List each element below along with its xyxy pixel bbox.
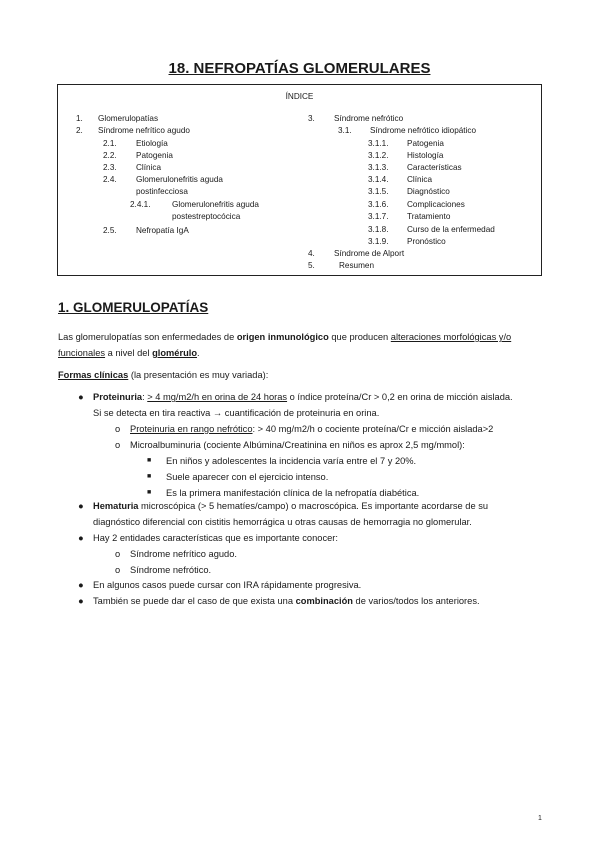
toc-entry-label: Síndrome nefrítico agudo bbox=[98, 126, 190, 135]
toc-entry-label: Características bbox=[407, 163, 462, 172]
toc-entry-label: Nefropatía IgA bbox=[136, 226, 189, 235]
toc-entry-label: Síndrome nefrótico bbox=[334, 114, 404, 123]
toc-entry-label: Curso de la enfermedad bbox=[407, 225, 495, 234]
circle-bullet-icon: o bbox=[115, 549, 121, 559]
toc-entry-label: Patogenia bbox=[136, 151, 173, 160]
toc-entry-label: Patogenia bbox=[407, 139, 444, 148]
bullet-icon: ● bbox=[78, 501, 84, 511]
proteinuria-item: Proteinuria: > 4 mg/m2/h en orina de 24 horas o índice proteína/Cr > 0,2 en orina de micción aislada. Si se detecta en tira reactiva → cuantificación de proteinuria en orina. bbox=[93, 392, 513, 418]
toc-entry-label: Clínica bbox=[407, 175, 433, 184]
square-bullet-icon: ■ bbox=[147, 457, 152, 464]
toc-entry-number: 4. bbox=[308, 249, 315, 258]
microalbuminuria: Microalbuminuria (cociente Albúmina/Creatinina en niños es aprox 2,5 mg/mmol): bbox=[130, 440, 465, 450]
table-of-contents bbox=[57, 84, 542, 276]
toc-entry-number: 2.4. bbox=[103, 175, 117, 184]
combinacion-item: También se puede dar el caso de que exista una combinación de varios/todos los anteriores. bbox=[93, 596, 480, 606]
bullet-icon: ● bbox=[78, 596, 84, 606]
hematuria-item: Hematuria microscópica (> 5 hematíes/campo) o macroscópica. Es importante acordarse de su diagnóstico diferencial con cistitis hemorrágica u otras causas de hemorragia no glomerular. bbox=[93, 501, 489, 527]
microalbuminuria-item: Suele aparecer con el ejercicio intenso. bbox=[166, 472, 329, 482]
ira-item: En algunos casos puede cursar con IRA rápidamente progresiva. bbox=[93, 580, 362, 590]
toc-entry-number: 3.1.2. bbox=[368, 151, 389, 160]
formas-clinicas-line: Formas clínicas (la presentación es muy variada): bbox=[58, 370, 269, 380]
toc-entry-number: 3.1. bbox=[338, 126, 352, 135]
toc-entry-number: 3.1.6. bbox=[368, 200, 389, 209]
toc-entry-number: 3.1.7. bbox=[368, 212, 389, 221]
toc-entry-number: 3. bbox=[308, 114, 315, 123]
microalbuminuria-item: En niños y adolescentes la incidencia varía entre el 7 y 20%. bbox=[166, 456, 417, 466]
proteinuria-nefrotico: Proteinuria en rango nefrótico: > 40 mg/m2/h o cociente proteína/Cr e micción aislada>2 bbox=[130, 424, 494, 434]
toc-entry-label: Síndrome de Alport bbox=[334, 249, 405, 258]
bullet-icon: ● bbox=[78, 580, 84, 590]
toc-entry-label: Clínica bbox=[136, 163, 162, 172]
toc-entry-number: 3.1.9. bbox=[368, 237, 389, 246]
toc-entry-label: Glomerulonefritis aguda bbox=[172, 200, 259, 209]
toc-entry-label: Pronóstico bbox=[407, 237, 446, 246]
microalbuminuria-item: Es la primera manifestación clínica de la nefropatía diabética. bbox=[166, 488, 420, 498]
entidad-item: Síndrome nefrótico. bbox=[130, 565, 212, 575]
page-number: 1 bbox=[538, 815, 542, 822]
page-title: 18. NEFROPATÍAS GLOMERULARES bbox=[168, 60, 431, 77]
circle-bullet-icon: o bbox=[115, 440, 121, 450]
toc-entry-label: Resumen bbox=[339, 261, 375, 270]
bullet-icon: ● bbox=[78, 392, 84, 402]
toc-entry-number: 2.4.1. bbox=[130, 200, 151, 209]
circle-bullet-icon: o bbox=[115, 565, 121, 575]
toc-entry-label: Tratamiento bbox=[407, 212, 451, 221]
toc-entry-number: 2.3. bbox=[103, 163, 117, 172]
square-bullet-icon: ■ bbox=[147, 473, 152, 480]
entidades-item: Hay 2 entidades características que es importante conocer: bbox=[93, 533, 338, 543]
toc-entry-number: 3.1.3. bbox=[368, 163, 389, 172]
toc-entry-number: 3.1.4. bbox=[368, 175, 389, 184]
intro-paragraph: Las glomerulopatías son enfermedades de origen inmunológico que producen alteraciones morfológicas y/o funcionales a nivel del glomérulo. bbox=[58, 332, 512, 358]
square-bullet-icon: ■ bbox=[147, 489, 152, 496]
toc-entry-label: Diagnóstico bbox=[407, 187, 450, 196]
toc-entry-number: 1. bbox=[76, 114, 83, 123]
toc-entry-number: 5. bbox=[308, 261, 315, 270]
toc-entry-label: Etiología bbox=[136, 139, 168, 148]
bullet-icon: ● bbox=[78, 533, 84, 543]
toc-entry-number: 3.1.1. bbox=[368, 139, 389, 148]
toc-entry-number: 2. bbox=[76, 126, 83, 135]
toc-entry-number: 3.1.5. bbox=[368, 187, 389, 196]
toc-entry-label: postinfecciosa bbox=[136, 187, 188, 196]
toc-entry-number: 2.2. bbox=[103, 151, 117, 160]
entidad-item: Síndrome nefrítico agudo. bbox=[130, 549, 237, 559]
toc-entry-number: 2.5. bbox=[103, 226, 117, 235]
toc-entry-number: 2.1. bbox=[103, 139, 117, 148]
toc-entry-label: Síndrome nefrótico idiopático bbox=[370, 126, 477, 135]
toc-entry-label: Complicaciones bbox=[407, 200, 465, 209]
toc-entry-number: 3.1.8. bbox=[368, 225, 389, 234]
section-heading: 1. GLOMERULOPATÍAS bbox=[58, 300, 209, 315]
toc-entry-label: Glomerulonefritis aguda bbox=[136, 175, 223, 184]
toc-heading: ÍNDICE bbox=[285, 92, 314, 101]
toc-entry-label: Glomerulopatías bbox=[98, 114, 159, 123]
circle-bullet-icon: o bbox=[115, 424, 121, 434]
toc-entry-label: Histología bbox=[407, 151, 444, 160]
toc-entry-label: postestreptocócica bbox=[172, 212, 241, 221]
